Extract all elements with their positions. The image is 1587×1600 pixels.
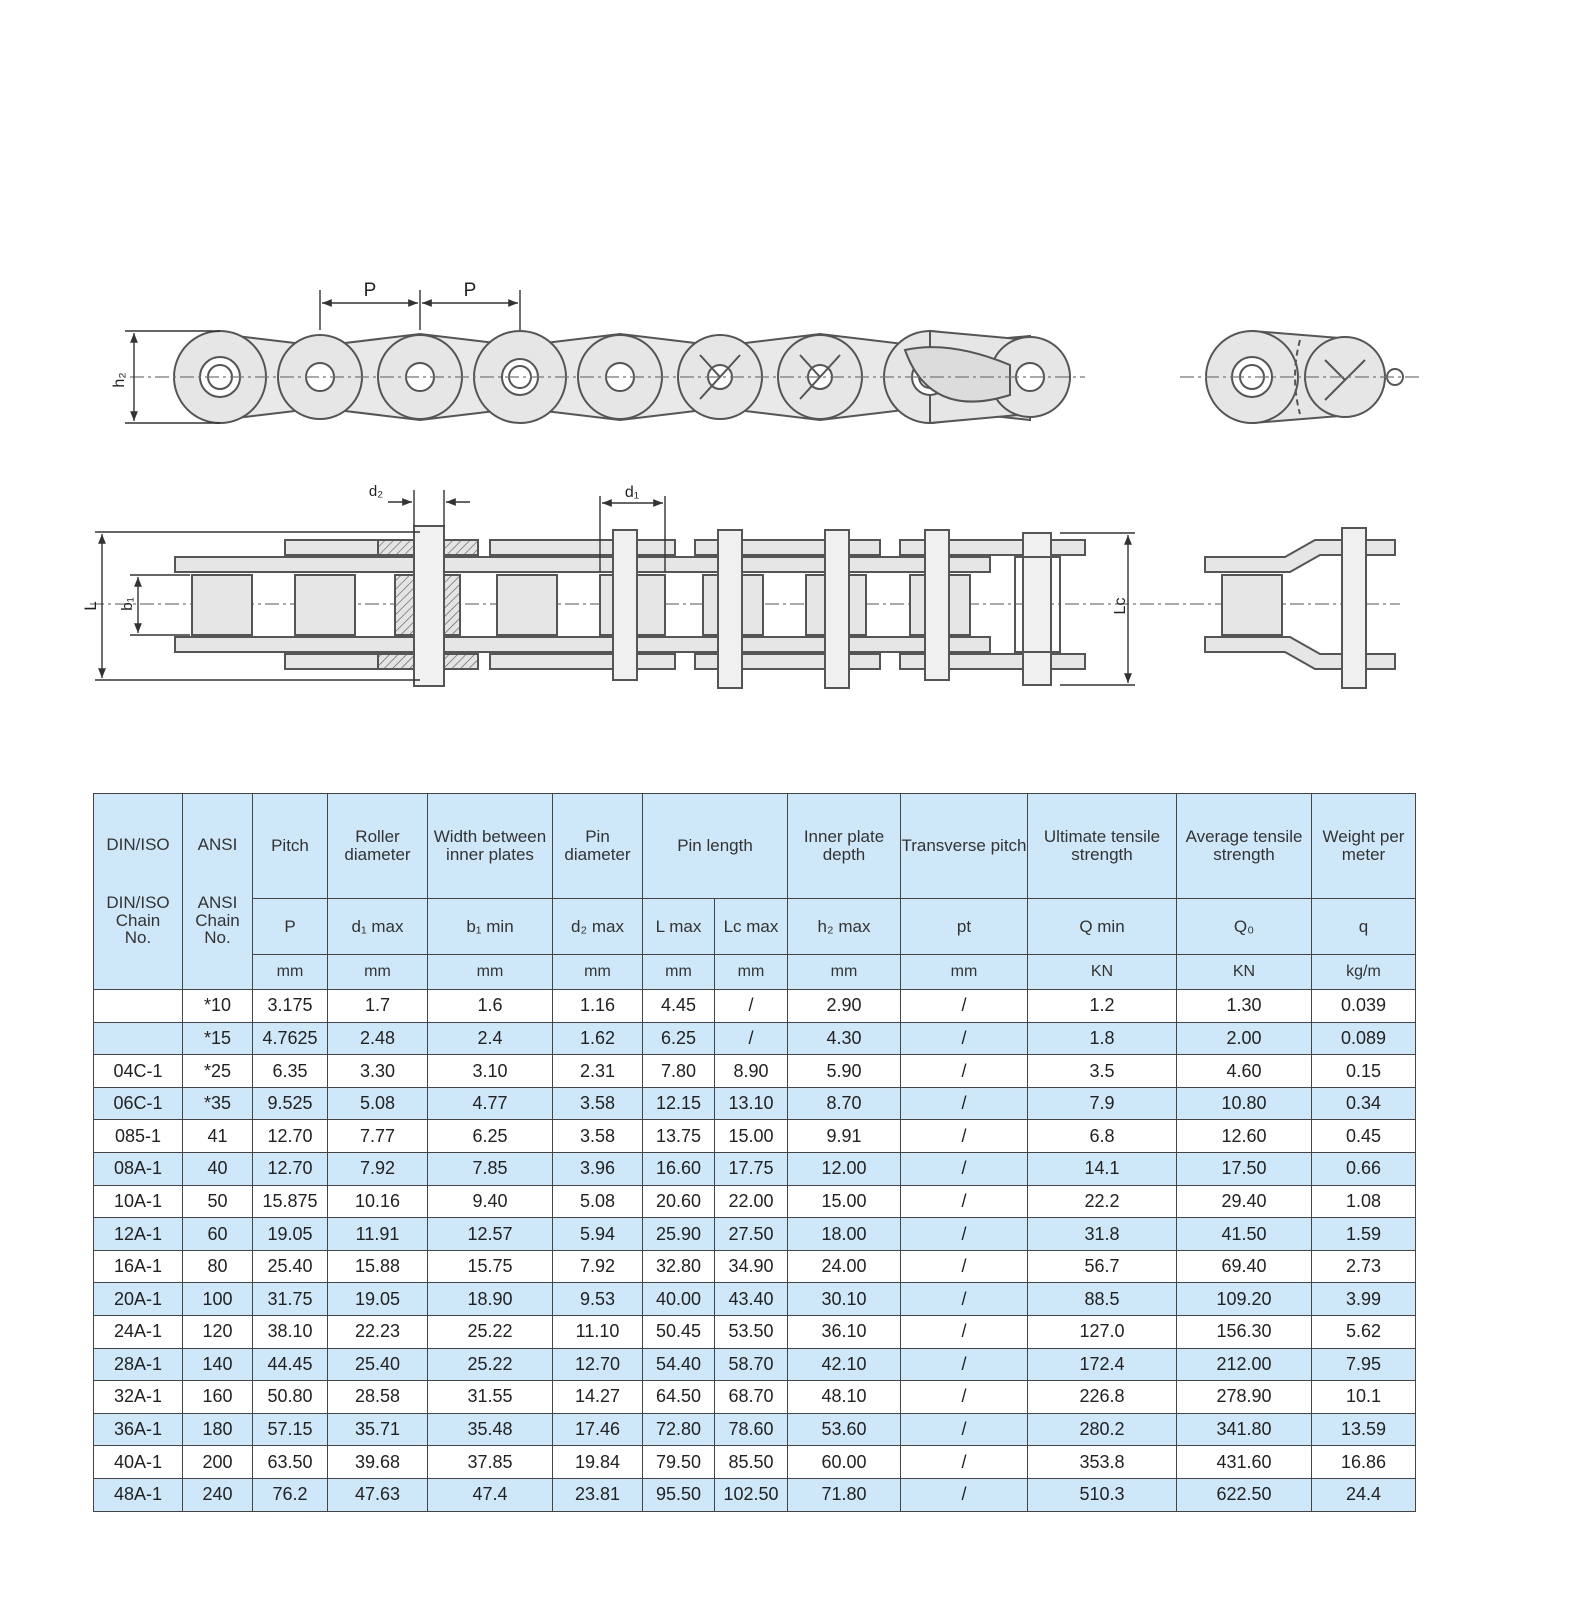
header-unit-row [94,955,1416,990]
cell-avg: 29.40 [1177,1185,1312,1218]
symbol-plate-depth: h₂ max [788,899,901,955]
cell-L: 54.40 [643,1348,715,1381]
cell-avg: 41.50 [1177,1218,1312,1251]
cell-pin-d: 2.31 [553,1055,643,1088]
cell-L: 32.80 [643,1250,715,1283]
cell-weight: 2.73 [1312,1250,1416,1283]
cell-ult: 127.0 [1028,1315,1177,1348]
cell-ult: 31.8 [1028,1218,1177,1251]
cell-ansi: 240 [183,1478,253,1511]
cell-din: 04C-1 [94,1055,183,1088]
cell-pitch: 3.175 [253,990,328,1023]
cell-plate: 12.00 [788,1152,901,1185]
cell-roller: 1.7 [328,990,428,1023]
cell-roller: 35.71 [328,1413,428,1446]
cell-L: 40.00 [643,1283,715,1316]
header-plate-depth: Inner plate depth [788,794,901,899]
cell-roller: 39.68 [328,1446,428,1479]
cell-pin-d: 5.94 [553,1218,643,1251]
symbol-weight: q [1312,899,1416,955]
cell-width: 12.57 [428,1218,553,1251]
cell-pt: / [901,1283,1028,1316]
cell-L: 4.45 [643,990,715,1023]
cell-pt: / [901,990,1028,1023]
cell-Lc: 17.75 [715,1152,788,1185]
table-row [94,1185,1416,1218]
cell-pin-d: 14.27 [553,1381,643,1414]
cell-weight: 0.039 [1312,990,1416,1023]
cell-ult: 353.8 [1028,1446,1177,1479]
cell-ansi: 80 [183,1250,253,1283]
cell-width: 35.48 [428,1413,553,1446]
cell-Lc: 22.00 [715,1185,788,1218]
cell-pin-d: 19.84 [553,1446,643,1479]
unit-pin-diameter: mm [553,955,643,990]
cell-Lc: / [715,990,788,1023]
cell-pin-d: 12.70 [553,1348,643,1381]
cell-width: 18.90 [428,1283,553,1316]
cell-width: 2.4 [428,1022,553,1055]
cell-pt: / [901,1446,1028,1479]
table-row [94,1381,1416,1414]
header-name-row [94,794,1416,899]
cell-plate: 53.60 [788,1413,901,1446]
cell-width: 25.22 [428,1315,553,1348]
cell-pin-d: 17.46 [553,1413,643,1446]
cell-weight: 0.089 [1312,1022,1416,1055]
cell-pitch: 31.75 [253,1283,328,1316]
cell-pitch: 38.10 [253,1315,328,1348]
cell-avg: 10.80 [1177,1087,1312,1120]
cell-din: 48A-1 [94,1478,183,1511]
chain-end-plan-view [1205,528,1395,688]
cell-avg: 109.20 [1177,1283,1312,1316]
cell-ult: 56.7 [1028,1250,1177,1283]
cell-pitch: 76.2 [253,1478,328,1511]
header-ansi-name: ANSI [197,834,238,854]
header-ansi-sub: ANSI Chain No. [195,892,240,948]
cell-width: 15.75 [428,1250,553,1283]
cell-ansi: 200 [183,1446,253,1479]
cell-width: 7.85 [428,1152,553,1185]
cell-ult: 226.8 [1028,1381,1177,1414]
cell-pt: / [901,1185,1028,1218]
header-pin-diameter: Pin diameter [553,794,643,899]
cell-avg: 12.60 [1177,1120,1312,1153]
cell-plate: 5.90 [788,1055,901,1088]
symbol-pin-length-lc: Lc max [715,899,788,955]
cell-plate: 18.00 [788,1218,901,1251]
cell-avg: 2.00 [1177,1022,1312,1055]
header-ansi [183,794,253,990]
cell-din: 085-1 [94,1120,183,1153]
cell-ansi: *25 [183,1055,253,1088]
cell-pitch: 12.70 [253,1152,328,1185]
cell-pt: / [901,1055,1028,1088]
cell-ansi: 60 [183,1218,253,1251]
cell-avg: 1.30 [1177,990,1312,1023]
cell-pitch: 25.40 [253,1250,328,1283]
cell-weight: 1.08 [1312,1185,1416,1218]
cell-Lc: / [715,1022,788,1055]
cell-weight: 0.34 [1312,1087,1416,1120]
cell-ansi: 41 [183,1120,253,1153]
cell-ult: 3.5 [1028,1055,1177,1088]
cell-plate: 60.00 [788,1446,901,1479]
table-row [94,1348,1416,1381]
table-row [94,1022,1416,1055]
cell-ansi: 50 [183,1185,253,1218]
inner-width-label: b₁ [119,597,136,611]
cell-ansi: 40 [183,1152,253,1185]
plate-height-label: h₂ [111,372,128,388]
cell-pin-d: 1.16 [553,990,643,1023]
cell-Lc: 68.70 [715,1381,788,1414]
cell-ansi: 140 [183,1348,253,1381]
cell-pin-d: 5.08 [553,1185,643,1218]
cell-L: 20.60 [643,1185,715,1218]
cell-Lc: 102.50 [715,1478,788,1511]
cell-pt: / [901,1348,1028,1381]
header-roller: Roller diameter [328,794,428,899]
pitch-label-left: P [363,280,377,301]
header-average: Average tensile strength [1177,794,1312,899]
cell-weight: 7.95 [1312,1348,1416,1381]
unit-weight: kg/m [1312,955,1416,990]
symbol-ultimate: Q min [1028,899,1177,955]
unit-roller: mm [328,955,428,990]
symbol-width: b₁ min [428,899,553,955]
cell-pitch: 6.35 [253,1055,328,1088]
cell-roller: 47.63 [328,1478,428,1511]
cell-pitch: 4.7625 [253,1022,328,1055]
cell-pt: / [901,1218,1028,1251]
cell-Lc: 78.60 [715,1413,788,1446]
cell-din: 32A-1 [94,1381,183,1414]
cell-din: 06C-1 [94,1087,183,1120]
unit-width: mm [428,955,553,990]
cell-weight: 13.59 [1312,1413,1416,1446]
table-row [94,1283,1416,1316]
cell-weight: 0.45 [1312,1120,1416,1153]
cell-width: 1.6 [428,990,553,1023]
header-width: Width between inner plates [428,794,553,899]
cell-ult: 172.4 [1028,1348,1177,1381]
cell-L: 79.50 [643,1446,715,1479]
cell-weight: 16.86 [1312,1446,1416,1479]
table-row [94,990,1416,1023]
cell-Lc: 27.50 [715,1218,788,1251]
cell-ult: 1.8 [1028,1022,1177,1055]
cell-avg: 341.80 [1177,1413,1312,1446]
cell-weight: 3.99 [1312,1283,1416,1316]
cell-L: 72.80 [643,1413,715,1446]
unit-pitch: mm [253,955,328,990]
cell-din [94,990,183,1023]
cell-pitch: 44.45 [253,1348,328,1381]
cell-weight: 0.15 [1312,1055,1416,1088]
cell-din: 12A-1 [94,1218,183,1251]
header-ultimate: Ultimate tensile strength [1028,794,1177,899]
cell-weight: 10.1 [1312,1381,1416,1414]
cell-avg: 278.90 [1177,1381,1312,1414]
chain-spec-table [93,793,1416,1512]
cell-din: 36A-1 [94,1413,183,1446]
cell-ult: 1.2 [1028,990,1177,1023]
pin-length-c-label: Lc [1112,597,1129,615]
cell-weight: 1.59 [1312,1218,1416,1251]
cell-avg: 4.60 [1177,1055,1312,1088]
cell-plate: 24.00 [788,1250,901,1283]
cell-pin-d: 3.58 [553,1087,643,1120]
cell-pt: / [901,1087,1028,1120]
roller-chain-drawing [0,0,1587,790]
cell-pitch: 57.15 [253,1413,328,1446]
cell-ansi: *35 [183,1087,253,1120]
cell-din: 16A-1 [94,1250,183,1283]
cell-roller: 25.40 [328,1348,428,1381]
unit-pin-length-lc: mm [715,955,788,990]
cell-ansi: 120 [183,1315,253,1348]
cell-din: 10A-1 [94,1185,183,1218]
cell-avg: 431.60 [1177,1446,1312,1479]
cell-ult: 6.8 [1028,1120,1177,1153]
header-transverse: Transverse pitch [901,794,1028,899]
symbol-pin-diameter: d₂ max [553,899,643,955]
cell-pt: / [901,1120,1028,1153]
cell-ansi: 100 [183,1283,253,1316]
cell-roller: 19.05 [328,1283,428,1316]
cell-plate: 30.10 [788,1283,901,1316]
table-row [94,1218,1416,1251]
cell-ult: 14.1 [1028,1152,1177,1185]
cell-din [94,1022,183,1055]
cell-pin-d: 7.92 [553,1250,643,1283]
pitch-label-right: P [463,280,477,301]
cell-pitch: 15.875 [253,1185,328,1218]
cell-avg: 69.40 [1177,1250,1312,1283]
cell-width: 4.77 [428,1087,553,1120]
cell-ansi: *15 [183,1022,253,1055]
cell-ult: 510.3 [1028,1478,1177,1511]
cell-L: 13.75 [643,1120,715,1153]
cell-ult: 280.2 [1028,1413,1177,1446]
cell-L: 7.80 [643,1055,715,1088]
header-din [94,794,183,990]
cell-roller: 2.48 [328,1022,428,1055]
header-din-sub: DIN/ISO Chain No. [106,892,170,948]
cell-pt: / [901,1315,1028,1348]
cell-Lc: 15.00 [715,1120,788,1153]
table-row [94,1446,1416,1479]
cell-din: 08A-1 [94,1152,183,1185]
pin-length-label: L [81,601,100,611]
header-pitch: Pitch [253,794,328,899]
roller-diameter-label: d₁ [624,484,640,501]
symbol-roller: d₁ max [328,899,428,955]
cell-plate: 36.10 [788,1315,901,1348]
pitch-dimension [320,290,520,330]
cell-din: 20A-1 [94,1283,183,1316]
cell-din: 24A-1 [94,1315,183,1348]
cell-pt: / [901,1413,1028,1446]
cell-plate: 48.10 [788,1381,901,1414]
header-weight: Weight per meter [1312,794,1416,899]
cell-Lc: 53.50 [715,1315,788,1348]
chain-plan-view [175,526,1085,688]
cell-ult: 22.2 [1028,1185,1177,1218]
symbol-pitch: P [253,899,328,955]
cell-avg: 17.50 [1177,1152,1312,1185]
cell-avg: 156.30 [1177,1315,1312,1348]
cell-pin-d: 3.58 [553,1120,643,1153]
cell-ult: 88.5 [1028,1283,1177,1316]
cell-width: 47.4 [428,1478,553,1511]
cell-pin-d: 23.81 [553,1478,643,1511]
cell-roller: 28.58 [328,1381,428,1414]
cell-Lc: 13.10 [715,1087,788,1120]
cell-ansi: 180 [183,1413,253,1446]
cell-ansi: 160 [183,1381,253,1414]
cell-weight: 5.62 [1312,1315,1416,1348]
table-row [94,1152,1416,1185]
header-din-name: DIN/ISO [106,834,170,854]
unit-plate-depth: mm [788,955,901,990]
cell-pin-d: 1.62 [553,1022,643,1055]
cell-L: 16.60 [643,1152,715,1185]
cell-roller: 22.23 [328,1315,428,1348]
cell-roller: 7.92 [328,1152,428,1185]
cell-pt: / [901,1152,1028,1185]
cell-Lc: 85.50 [715,1446,788,1479]
cell-Lc: 58.70 [715,1348,788,1381]
cell-ult: 7.9 [1028,1087,1177,1120]
header-pin-length: Pin length [643,794,788,899]
cell-plate: 15.00 [788,1185,901,1218]
cell-plate: 2.90 [788,990,901,1023]
symbol-average: Q₀ [1177,899,1312,955]
unit-ultimate: KN [1028,955,1177,990]
unit-pin-length-l: mm [643,955,715,990]
cell-width: 25.22 [428,1348,553,1381]
symbol-pin-length-l: L max [643,899,715,955]
pin-diameter-label: d₂ [368,483,384,500]
cell-Lc: 8.90 [715,1055,788,1088]
cell-pitch: 12.70 [253,1120,328,1153]
table-row [94,1087,1416,1120]
cell-pin-d: 3.96 [553,1152,643,1185]
cell-pitch: 9.525 [253,1087,328,1120]
cell-ansi: *10 [183,990,253,1023]
cell-roller: 7.77 [328,1120,428,1153]
cell-roller: 15.88 [328,1250,428,1283]
unit-average: KN [1177,955,1312,990]
cell-pitch: 63.50 [253,1446,328,1479]
table-row [94,1055,1416,1088]
header-symbol-row [94,899,1416,955]
cell-pt: / [901,1250,1028,1283]
cell-plate: 42.10 [788,1348,901,1381]
unit-transverse: mm [901,955,1028,990]
cell-L: 12.15 [643,1087,715,1120]
cell-plate: 9.91 [788,1120,901,1153]
table-row [94,1413,1416,1446]
cell-roller: 10.16 [328,1185,428,1218]
cell-width: 31.55 [428,1381,553,1414]
cell-width: 37.85 [428,1446,553,1479]
cell-plate: 8.70 [788,1087,901,1120]
cell-L: 64.50 [643,1381,715,1414]
cell-weight: 0.66 [1312,1152,1416,1185]
cell-din: 28A-1 [94,1348,183,1381]
cell-plate: 71.80 [788,1478,901,1511]
cell-pt: / [901,1022,1028,1055]
table-row [94,1315,1416,1348]
cell-pt: / [901,1478,1028,1511]
cell-pin-d: 11.10 [553,1315,643,1348]
table-row [94,1250,1416,1283]
cell-plate: 4.30 [788,1022,901,1055]
cell-weight: 24.4 [1312,1478,1416,1511]
cell-pitch: 19.05 [253,1218,328,1251]
cell-L: 25.90 [643,1218,715,1251]
cell-din: 40A-1 [94,1446,183,1479]
cell-roller: 5.08 [328,1087,428,1120]
cell-width: 3.10 [428,1055,553,1088]
cell-roller: 11.91 [328,1218,428,1251]
cell-L: 6.25 [643,1022,715,1055]
cell-width: 9.40 [428,1185,553,1218]
table-row [94,1478,1416,1511]
cell-avg: 622.50 [1177,1478,1312,1511]
cell-Lc: 34.90 [715,1250,788,1283]
cell-pt: / [901,1381,1028,1414]
cell-pin-d: 9.53 [553,1283,643,1316]
cell-roller: 3.30 [328,1055,428,1088]
cell-avg: 212.00 [1177,1348,1312,1381]
table-row [94,1120,1416,1153]
cell-Lc: 43.40 [715,1283,788,1316]
cell-width: 6.25 [428,1120,553,1153]
cell-pitch: 50.80 [253,1381,328,1414]
symbol-transverse: pt [901,899,1028,955]
cell-L: 95.50 [643,1478,715,1511]
cell-L: 50.45 [643,1315,715,1348]
